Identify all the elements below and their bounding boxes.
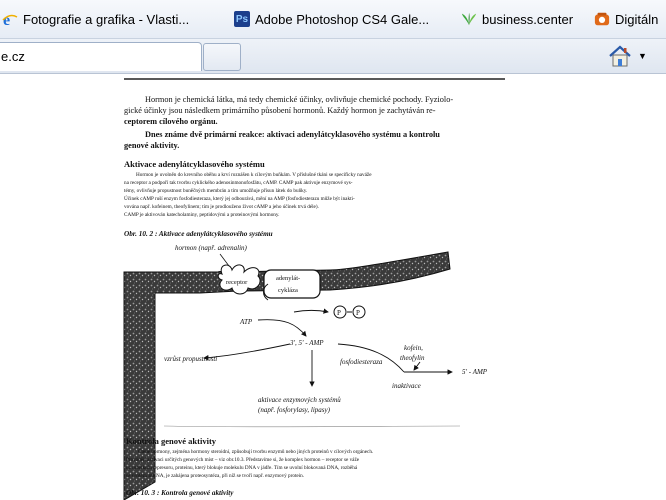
label-adenylat: adenylát- (276, 275, 301, 282)
label-vzrust: vzrůst propustnosti (164, 355, 218, 363)
digital-icon (594, 11, 610, 27)
tab-title: e.cz (1, 49, 25, 64)
label-aktivace: aktivace enzymových systémů (258, 396, 341, 404)
label-cyklaza: cykláza (278, 287, 298, 294)
paragraph-line: témy, ovlivňuje propustnost buněčných membrán a tím umožňuje přísun látek do buňky. (124, 188, 308, 194)
paragraph-line: vována např. kofeinem, theofylinem; tím je prodlouženo život cAMP a jeho účinek trvá déle). (124, 204, 319, 210)
svg-text:e: e (3, 12, 11, 27)
tab-row (0, 39, 666, 74)
paragraph-line: Čtené hormony, zejména hormony steroidní, způsobují tvorbu enzymů nebo jiných proteinů v cílových orgánech. (138, 449, 374, 455)
page-content (0, 74, 666, 500)
label-kofein: kofein, (404, 344, 423, 352)
ie-icon (2, 11, 18, 27)
label-p: P (356, 309, 360, 317)
paragraph-line: Hormon je chemická látka, má tedy chemické účinky, ovlivňuje chemické pochody. Fyziolo- (145, 95, 454, 104)
scanned-document (0, 74, 666, 500)
chevron-down-icon[interactable]: ▼ (638, 51, 647, 61)
label-fosfodiesteraza: fosfodiesteraza (340, 358, 383, 366)
business-center-icon (461, 11, 477, 27)
label-inaktivace: inaktivace (392, 382, 421, 390)
paragraph-line: Prováději aktivaci určitých genových míst – viz obr.10.3. Představíme si, že komplex hormon – receptor se váže (126, 457, 360, 463)
paragraph-line: se syntéza mRNA, je zahájena proteosyntéza, při níž se tvoří např. enzymový protein. (126, 473, 305, 479)
paragraph-line: Dnes známe dvě primární reakce: aktivaci adenylátcyklasového systému a kontrolu (145, 130, 440, 139)
favorite-label: business.center (482, 11, 574, 27)
new-tab-button[interactable] (203, 43, 241, 71)
favorite-link-photoshop[interactable] (234, 8, 429, 30)
photoshop-icon: Ps (234, 11, 250, 27)
label-receptor: receptor (226, 279, 248, 286)
favorite-link-fotografie[interactable] (2, 8, 189, 30)
label-camp: 3', 5' - AMP (290, 339, 324, 347)
browser-tab[interactable] (0, 42, 202, 71)
home-icon[interactable] (608, 45, 632, 67)
label-aktivace-priklad: (např. fosforylasy, lipasy) (258, 406, 330, 414)
favorite-label: Adobe Photoshop CS4 Gale... (255, 11, 430, 27)
label-atp: ATP (240, 318, 253, 326)
paragraph-line: na receptor a podpoří tak tvorbu cyklického adenosinmonofosfátu, cAMP. CAMP pak aktivuje enzymové sys- (124, 180, 353, 186)
favorites-bar (0, 0, 666, 39)
label-hormon: hormon (např. adrenalin) (175, 244, 247, 252)
section-heading: Aktivace adenylátcyklasového systému (124, 159, 265, 169)
paragraph-line: Účinek cAMP ruší enzym fosfodiesteraza, který jej odbourává, mění na AMP (fosfodiesterazu může být inakti- (124, 196, 355, 202)
label-5amp: 5' - AMP (462, 368, 488, 376)
favorite-label: Digitáln (615, 11, 659, 27)
label-p: P (337, 309, 341, 317)
paragraph-line: genové aktivity. (124, 141, 180, 150)
favorite-link-business-center[interactable] (461, 8, 573, 30)
paragraph-line: na molekulu represoru, proteinu, který blokuje molekulu DNA v jádře. Tím se uvolní blokovaná DNA, rozběhá (126, 465, 358, 471)
paragraph-line: CAMP je aktivován katecholaminy, peptidovými a proteinovými hormony. (124, 212, 280, 218)
paragraph-line: Hormon je uvolněn do krevního oběhu a krví roznášen k cílovým buňkám. V příslušné tkáni se specificky naváže (136, 172, 372, 178)
figure-caption: Obr. 10. 3 : Kontrola genové aktivity (126, 489, 234, 497)
paragraph-line: ceptorem cílového orgánu. (124, 117, 218, 126)
section-heading: Kontrola genové aktivity (126, 436, 217, 446)
favorite-link-digitaln[interactable] (594, 8, 658, 30)
figure-caption: Obr. 10. 2 : Aktivace adenylátcyklasového systému (124, 230, 273, 238)
label-theofylin: theofylin (400, 354, 425, 362)
favorite-label: Fotografie a grafika - Vlasti... (23, 11, 190, 27)
paragraph-line: gické účinky jsou následkem primárního působení hormonů. Každý hormon je zachytáván re- (124, 106, 436, 115)
